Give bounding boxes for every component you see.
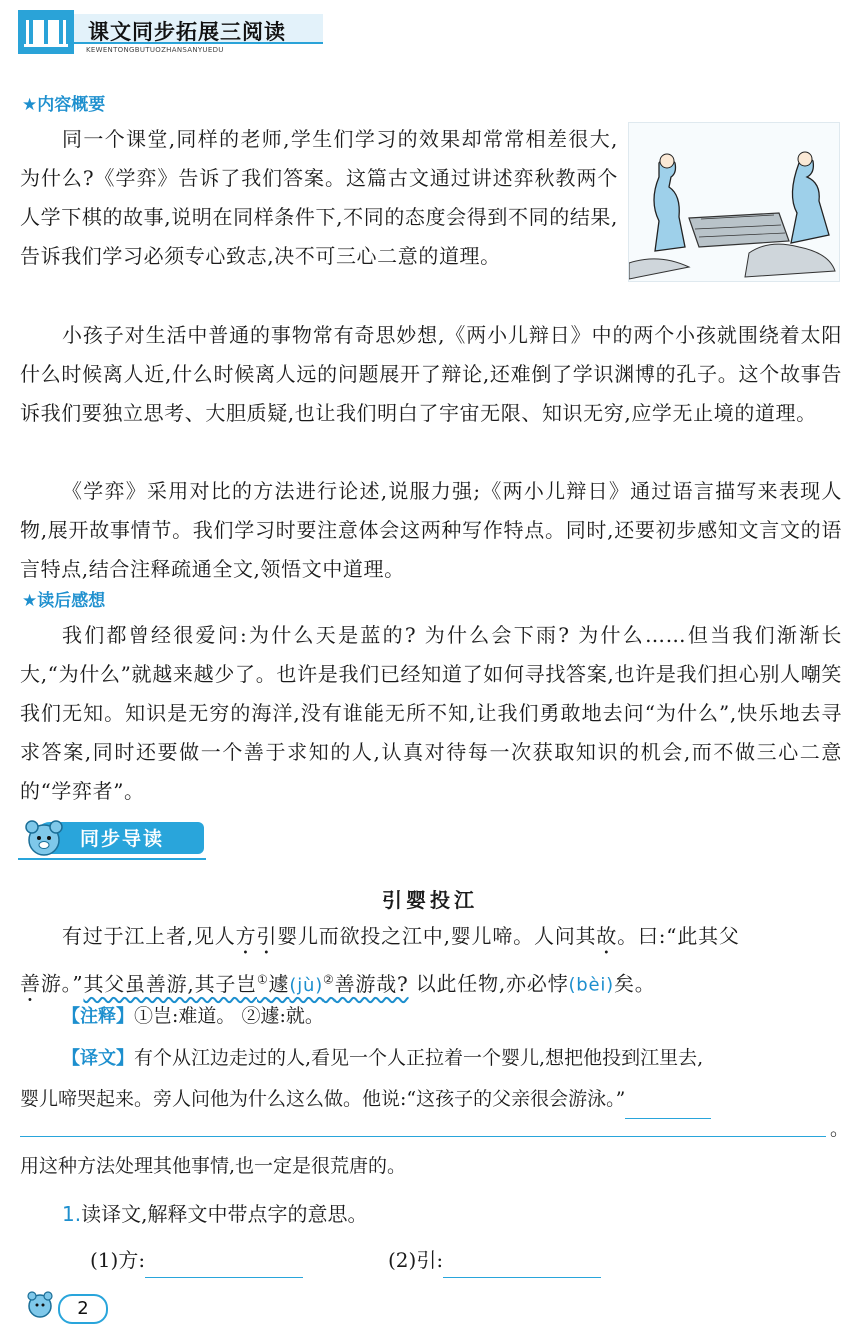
story-text: 。曰:“此其父 (617, 924, 740, 948)
story-text: 以此任物,亦必悖 (408, 971, 569, 996)
story-text: 有过于江上者,见人 (62, 924, 236, 948)
ancient-text (20, 916, 848, 1007)
footnote-marker: ② (323, 972, 335, 986)
story-text: 游。” (40, 971, 84, 996)
translation-line: 婴儿啼哭起来。旁人问他为什么这么做。他说:“这孩子的父亲很会游泳。” (20, 1088, 626, 1110)
answer-blank-1[interactable] (145, 1251, 303, 1278)
dotted-char-shan: 善 (20, 971, 41, 996)
dotted-char-fang: 方 (235, 924, 257, 948)
book-icon (18, 10, 74, 54)
header-banner (18, 10, 323, 54)
question-1 (62, 1196, 367, 1232)
end-period: 。 (830, 1118, 850, 1140)
translation-line: 有个从江边走过的人,看见一个人正拉着一个婴儿,想把他投到江里去, (134, 1047, 704, 1069)
reflection-paragraph: 我们都曾经很爱问:为什么天是蓝的? 为什么会下雨? 为什么……但当我们渐渐长大,“为什么”就越来越少了。也许是我们已经知道了如何寻找答案,也许是我们担心别人嘲笑我们无知。知识是无穷的海洋,没有谁能无所不知,让我们勇敢地去问“为什么”,快乐地去寻求答案,同时还要做一个善于求知的人,认真对待每一次获取知识的机会,而不做三心二意的“学弈者”。 (20, 623, 842, 803)
question-text: 读译文,解释文中带点字的意思。 (81, 1202, 368, 1226)
notes-line (62, 998, 324, 1035)
summary-paragraph-2: 小孩子对生活中普通的事物常有奇思妙想,《两小儿辩日》中的两个小孩就围绕着太阳什么时候离人近,什么时候离人远的问题展开了辩论,还难倒了学识渊博的孔子。这个故事告诉我们要独立思考、大胆质疑,也让我们明白了宇宙无限、知识无穷,应学无止境的道理。 (20, 323, 842, 425)
fill-blank[interactable] (625, 1118, 711, 1119)
bear-mascot-icon (20, 818, 70, 862)
answer-label-1: (1)方: (90, 1248, 146, 1272)
illustration-image (628, 122, 840, 282)
answer-blank-2[interactable] (443, 1251, 601, 1278)
wavy-underlined-sentence (83, 972, 408, 996)
section-heading-reflection: ★读后感想 (22, 591, 106, 611)
translation-block (20, 1038, 848, 1119)
pinyin-bei: (bèi) (568, 974, 614, 996)
pinyin-ju: (jù) (289, 974, 324, 996)
fill-blank-line[interactable] (20, 1136, 826, 1137)
answer-item-2 (388, 1242, 601, 1278)
notes-text: ①岂:难道。 ②遽:就。 (134, 1005, 324, 1027)
section-heading-summary: ★内容概要 (22, 95, 106, 115)
translation-tag: 【译文】 (62, 1048, 134, 1069)
guided-reading-banner (18, 818, 206, 860)
question-number: 1. (62, 1202, 82, 1226)
story-text: 矣。 (614, 971, 656, 996)
header-pinyin: KEWENTONGBUTUOZHANSANYUEDU (86, 46, 224, 54)
summary-paragraph-3: 《学弈》采用对比的方法进行论述,说服力强;《两小儿辩日》通过语言描写来表现人物,展开故事情节。我们学习时要注意体会这两种写作特点。同时,还要初步感知文言文的语言特点,结合注释疏通全文,领悟文中道理。 (20, 479, 842, 581)
answer-label-2: (2)引: (388, 1248, 444, 1272)
story-text: 善游哉? (334, 971, 409, 996)
dotted-char-gu: 故 (596, 924, 618, 948)
header-title: 课文同步拓展三阅读 (88, 20, 286, 44)
answer-item-1 (90, 1242, 303, 1278)
page-number: 2 (58, 1294, 108, 1324)
story-text: 婴儿而欲投之江中,婴儿啼。人问其 (277, 924, 597, 948)
banner-underline (18, 858, 206, 860)
banner-label: 同步导读 (80, 828, 165, 850)
story-text: 其父虽善游,其子岂 (83, 971, 257, 996)
story-title: 引婴投江 (382, 888, 478, 912)
dotted-char-yin: 引 (256, 924, 278, 948)
footnote-marker: ① (257, 972, 269, 986)
translation-line-last: 用这种方法处理其他事情,也一定是很荒唐的。 (20, 1155, 407, 1177)
summary-paragraph-1: 同一个课堂,同样的老师,学生们学习的效果却常常相差很大,为什么?《学弈》告诉了我们答案。这篇古文通过讲述弈秋教两个人学下棋的故事,说明在同样条件下,不同的态度会得到不同的结果,告诉我们学习必须专心致志,决不可三心二意的道理。 (20, 127, 618, 268)
story-text: 遽 (268, 971, 290, 996)
page-number-box (24, 1290, 96, 1324)
notes-tag: 【注释】 (62, 1006, 134, 1027)
